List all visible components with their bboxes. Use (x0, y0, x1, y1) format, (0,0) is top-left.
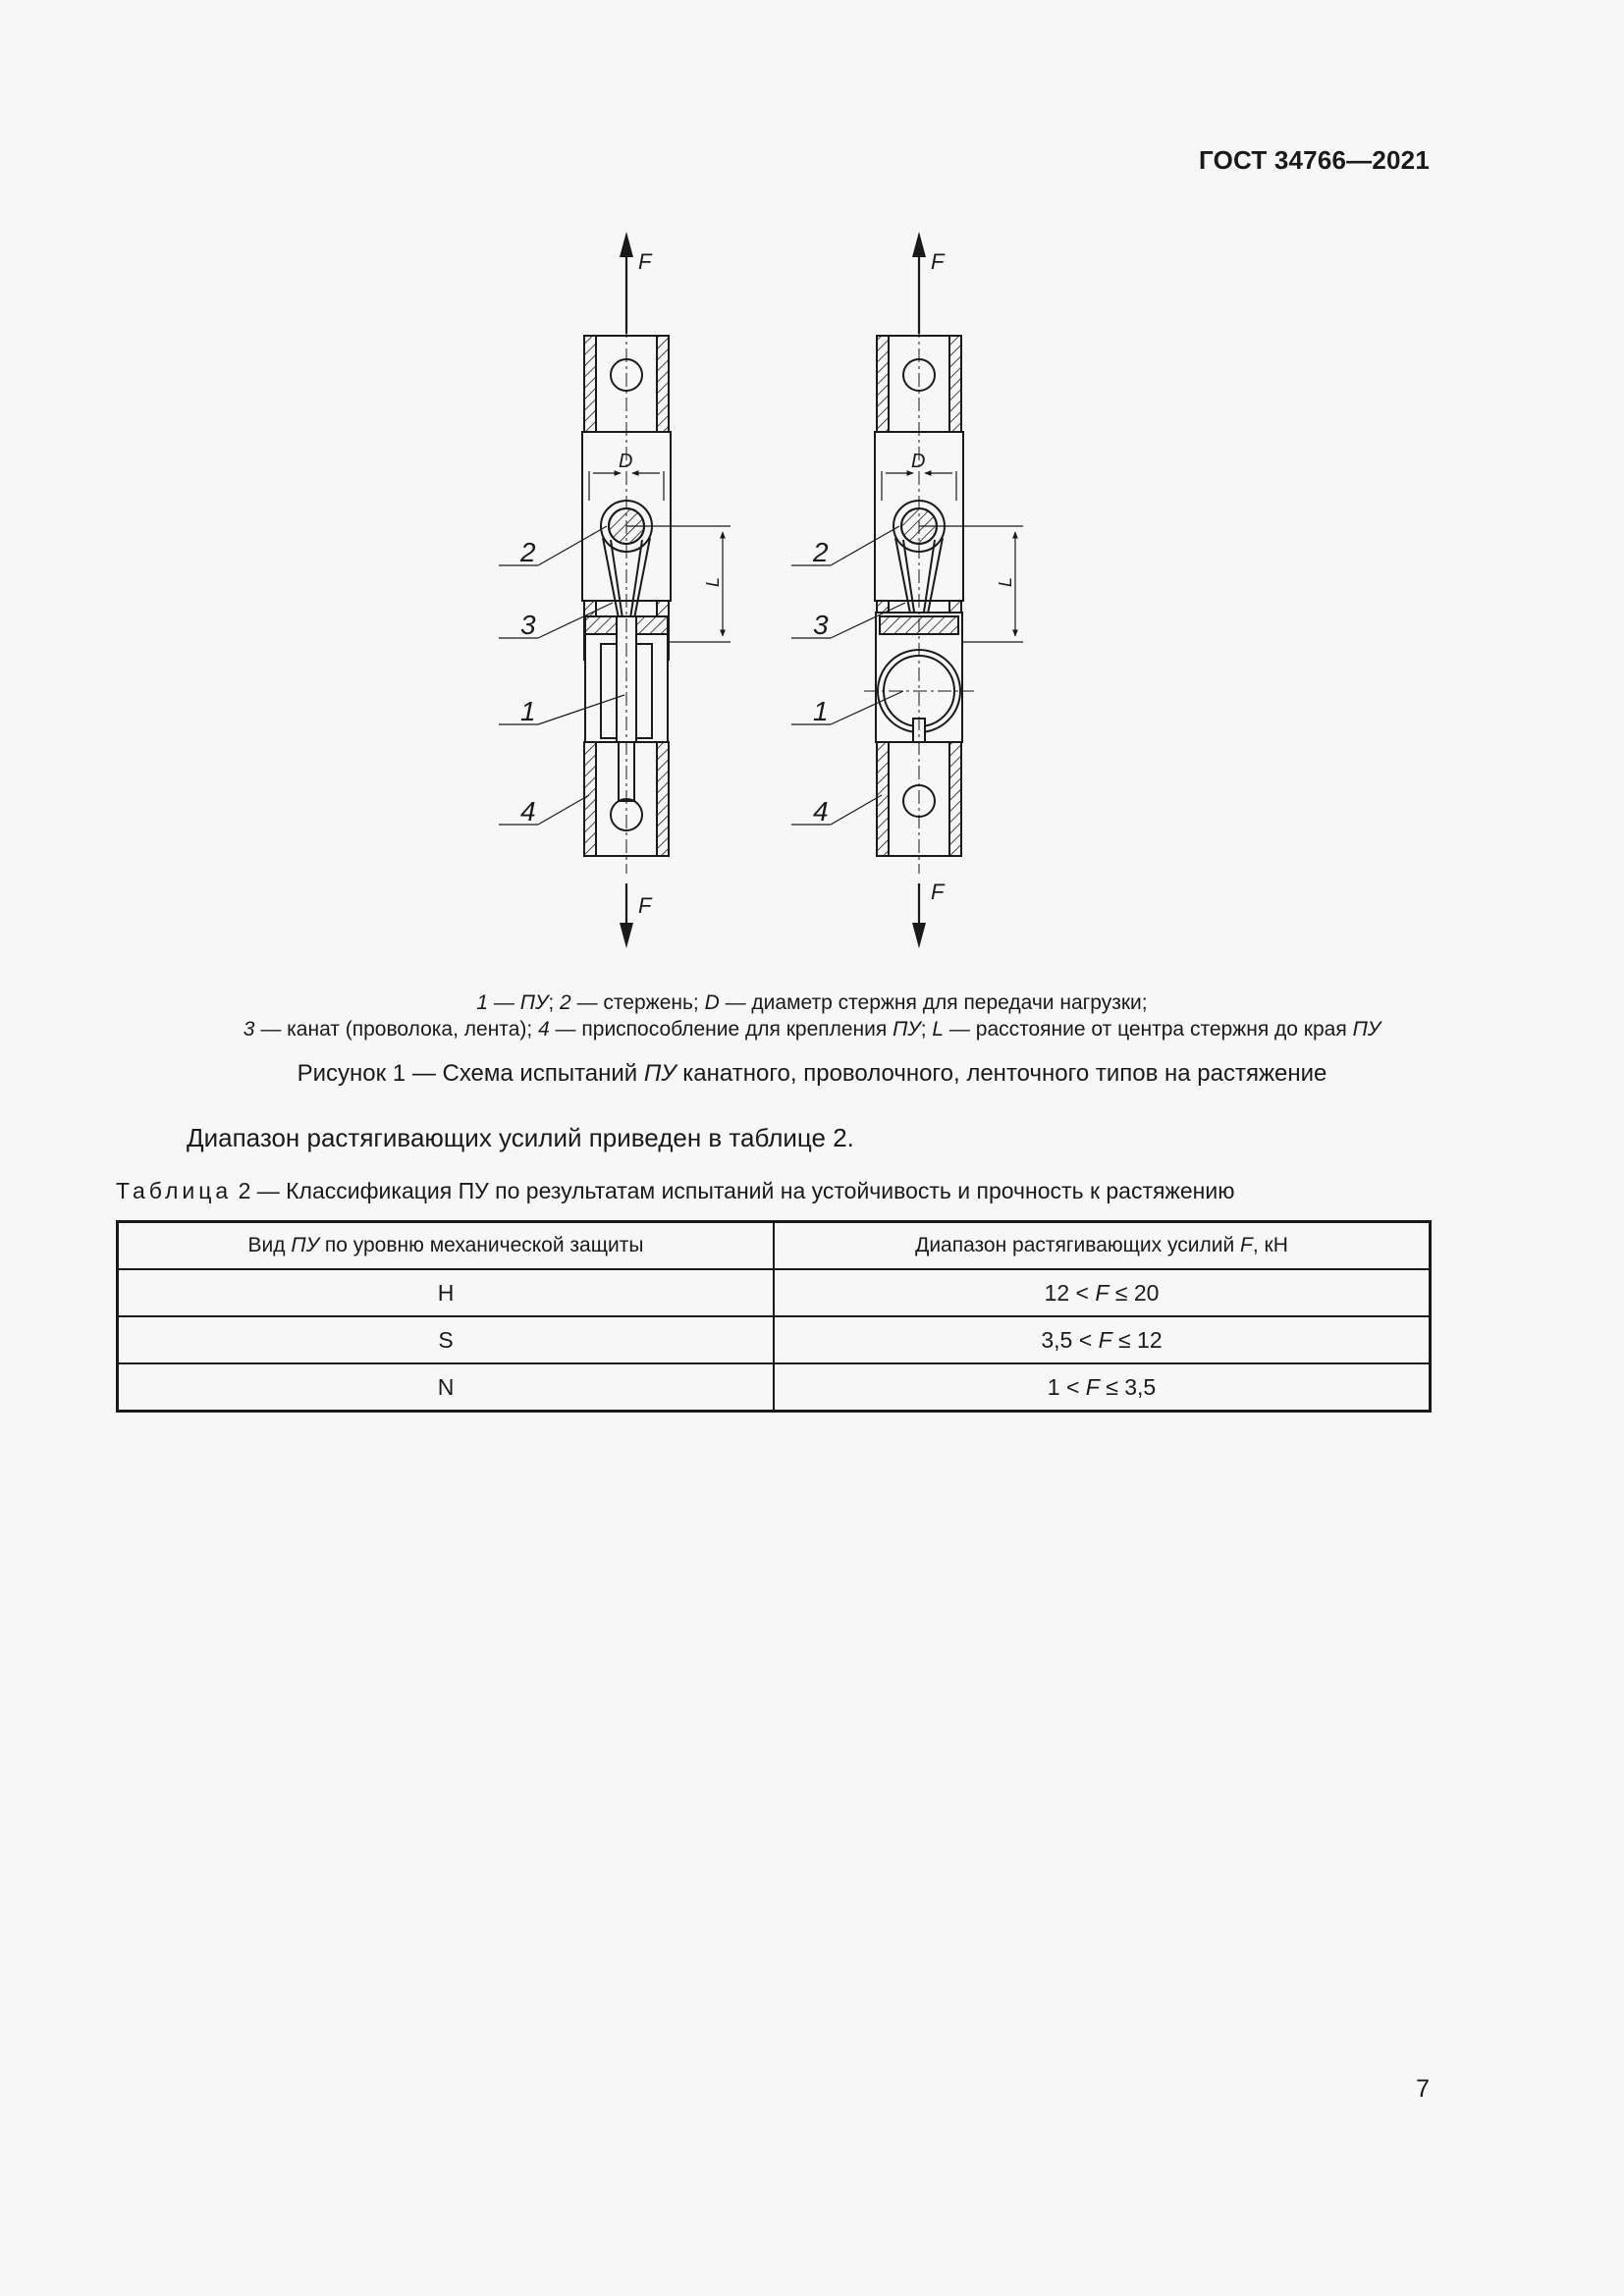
header-force-range: Диапазон растягивающих усилий F, кН (774, 1222, 1431, 1270)
page-number: 7 (1416, 2075, 1430, 2103)
right-force-label-top: F (931, 249, 945, 274)
right-callout-1: 1 (813, 696, 829, 726)
figure-caption: Рисунок 1 — Схема испытаний ПУ канатного, проволочного, ленточного типов на растяжение (297, 1060, 1327, 1087)
left-callout-3: 3 (520, 610, 536, 640)
left-length-label: L (703, 576, 723, 587)
right-callout-2: 2 (813, 537, 829, 567)
cell-class: S (118, 1316, 775, 1363)
cell-class: N (118, 1363, 775, 1412)
right-callout-4: 4 (813, 796, 829, 827)
legend-line-1: 1 — ПУ; 2 — стержень; D — диаметр стержня для передачи нагрузки; (476, 991, 1148, 1014)
right-length-label: L (996, 576, 1015, 587)
legend-line-2: 3 — канат (проволока, лента); 4 — приспособление для крепления ПУ; L — расстояние от центра стержня до края ПУ (243, 1018, 1381, 1041)
classification-table (116, 1220, 1432, 1413)
left-force-label-bottom: F (638, 893, 652, 918)
left-diameter-label: D (619, 451, 633, 472)
figure-legend (0, 989, 1624, 1042)
figure-1 (491, 226, 1060, 952)
cell-range: 12 < F ≤ 20 (774, 1269, 1431, 1316)
cell-range: 3,5 < F ≤ 12 (774, 1316, 1431, 1363)
table-caption (116, 1178, 1234, 1204)
left-callout-4: 4 (520, 796, 536, 827)
cell-class: H (118, 1269, 775, 1316)
right-force-label-bottom: F (931, 880, 945, 904)
table-caption-prefix: Таблица (116, 1178, 233, 1203)
body-paragraph: Диапазон растягивающих усилий приведен в таблице 2. (187, 1123, 854, 1152)
left-force-label-top: F (638, 249, 652, 274)
table-row (118, 1363, 1431, 1412)
table-row (118, 1269, 1431, 1316)
left-assembly (499, 232, 731, 948)
header-protection-class: Вид ПУ по уровню механической защиты (118, 1222, 775, 1270)
table-header-row (118, 1222, 1431, 1270)
table-row (118, 1316, 1431, 1363)
left-callout-2: 2 (520, 537, 536, 567)
table-caption-text: 2 — Классификация ПУ по результатам испытаний на устойчивость и прочность к растяжению (232, 1178, 1235, 1203)
document-id: ГОСТ 34766—2021 (1199, 145, 1430, 175)
left-callout-1: 1 (520, 696, 536, 726)
cell-range: 1 < F ≤ 3,5 (774, 1363, 1431, 1412)
right-diameter-label: D (911, 451, 926, 472)
right-callout-3: 3 (813, 610, 829, 640)
test-scheme-drawing (491, 226, 1060, 952)
right-assembly (791, 232, 1023, 948)
